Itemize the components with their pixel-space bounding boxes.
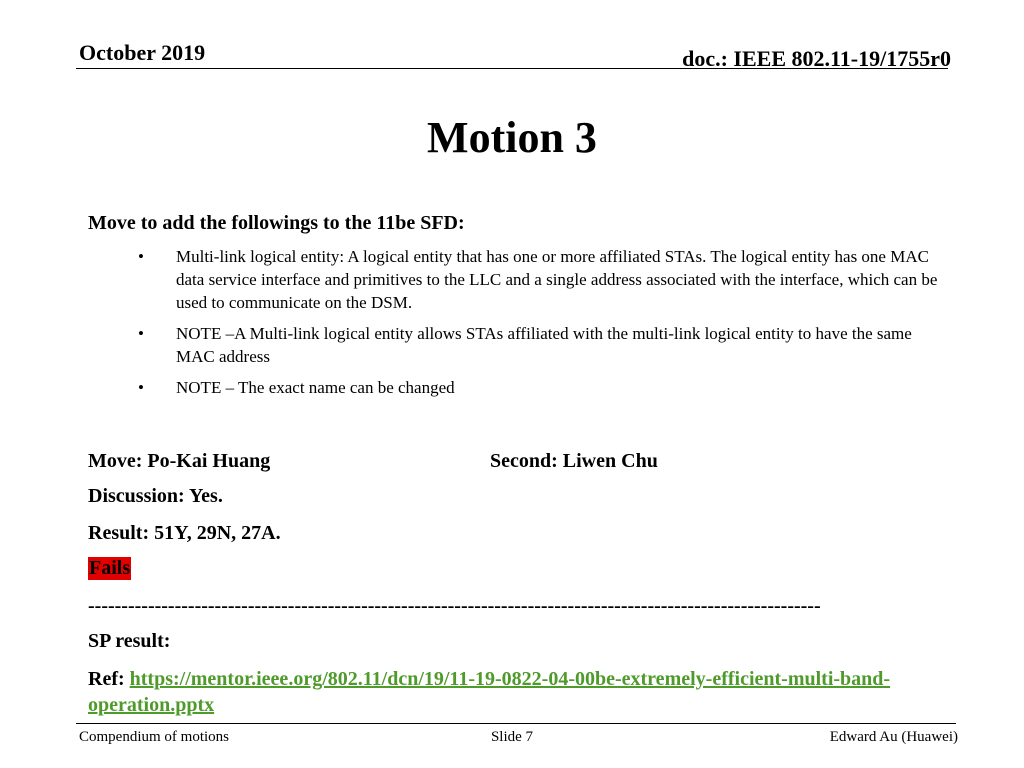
sp-result: SP result:: [88, 630, 171, 652]
bullet-text: NOTE – The exact name can be changed: [176, 378, 455, 397]
header-date: October 2019: [79, 40, 206, 65]
reference: [88, 666, 938, 718]
bullet-text: NOTE –A Multi-link logical entity allows STAs affiliated with the multi-link logical entity to have the same MAC address: [176, 324, 912, 366]
bullet-icon: •: [138, 324, 144, 343]
separator-line: --------------------------------------------------------------------------------------------------------------: [88, 595, 821, 617]
list-item: [138, 245, 938, 314]
bullet-text: Multi-link logical entity: A logical entity that has one or more affiliated STAs. The logical entity has one MAC data service interface and primitives to the LLC and a single address associated with the interface, which can be used to communicate on the DSM.: [176, 247, 938, 312]
list-item: [138, 376, 938, 399]
motion-intro: Move to add the followings to the 11be SFD:: [88, 212, 465, 234]
bullet-icon: •: [138, 378, 144, 397]
footer-author: Edward Au (Huawei): [829, 729, 958, 745]
vote-result: Result: 51Y, 29N, 27A.: [88, 522, 281, 544]
bullet-icon: •: [138, 247, 144, 266]
header-divider: [76, 68, 948, 69]
discussion: Discussion: Yes.: [88, 485, 223, 507]
fails-badge: Fails: [89, 557, 131, 579]
footer-divider: [76, 723, 956, 724]
ref-label: Ref:: [88, 668, 130, 690]
bullet-list: [138, 245, 938, 407]
footer-left: Compendium of motions: [79, 729, 229, 745]
slide-title: Motion 3: [427, 113, 597, 162]
slide-number: Slide 7: [490, 729, 534, 745]
header-doc-id: doc.: IEEE 802.11-19/1755r0: [682, 46, 951, 71]
seconder: Second: Liwen Chu: [490, 450, 658, 472]
ref-link[interactable]: https://mentor.ieee.org/802.11/dcn/19/11-19-0822-04-00be-extremely-efficient-multi-band-operation.pptx: [88, 668, 891, 716]
mover: Move: Po-Kai Huang: [88, 450, 271, 472]
list-item: [138, 322, 938, 368]
